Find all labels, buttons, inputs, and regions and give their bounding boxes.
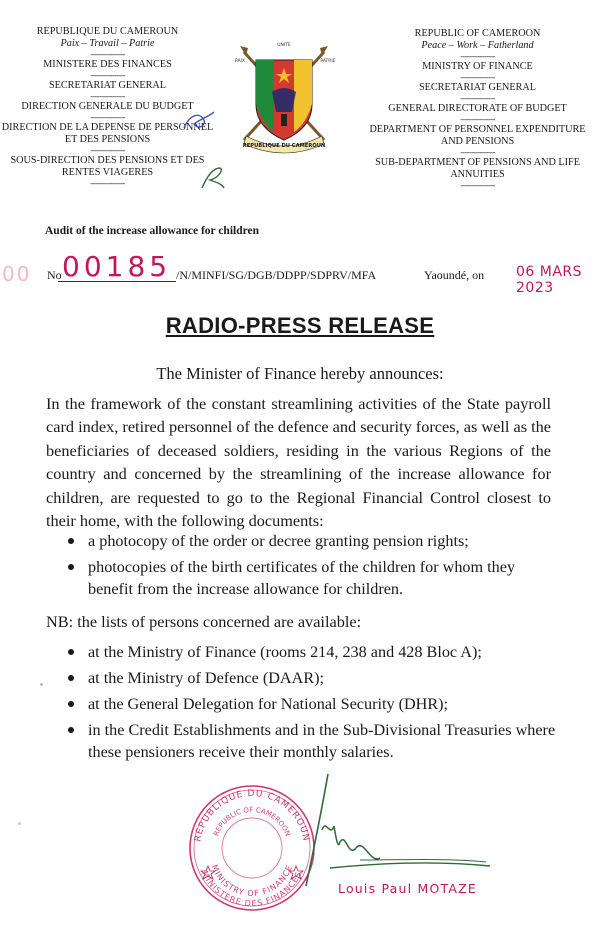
country-fr: REPUBLIQUE DU CAMEROUN — [36, 26, 179, 37]
list-item-text: a photocopy of the order or decree granting pension rights; — [88, 532, 469, 550]
divider: ---------------- — [90, 71, 125, 80]
initials-mark-icon — [198, 164, 228, 192]
department-fr-line1: DIRECTION DE LA DEPENSE DE PERSONNEL — [1, 122, 214, 133]
faint-stamp-digits: 00 — [2, 262, 32, 286]
documents-list — [60, 530, 560, 604]
list-item — [60, 556, 560, 600]
country-en: REPUBLIC OF CAMEROON — [414, 28, 541, 39]
department-fr-line2: ET DES PENSIONS — [64, 134, 151, 145]
bullet-icon — [68, 675, 74, 681]
date-stamp: 06 MARS 2023 — [516, 264, 583, 296]
subdept-fr-line2: RENTES VIAGERES — [61, 167, 154, 178]
header-left — [0, 26, 215, 188]
department-en-line2: AND PENSIONS — [440, 136, 515, 147]
speck — [18, 822, 21, 825]
subdept-en-line2: ANNUITIES — [450, 169, 505, 180]
locations-list — [60, 641, 570, 767]
bullet-icon — [68, 538, 74, 544]
ministry-en: MINISTRY OF FINANCE — [422, 61, 533, 72]
divider: ---------------- — [460, 148, 495, 157]
emblem-motto-top: UNITE — [277, 43, 291, 48]
initials-mark-icon — [180, 110, 220, 134]
divider: ---------------- — [460, 181, 495, 190]
motto-fr: Paix – Travail – Patrie — [60, 38, 155, 49]
secretariat-en: SECRETARIAT GENERAL — [419, 82, 536, 93]
list-item-text: in the Credit Establishments and in the Sub-Divisional Treasuries where these pensioners receive their monthly salaries. — [88, 721, 556, 761]
bullet-icon — [68, 649, 74, 655]
divider: ---------------- — [460, 52, 495, 61]
reference-underline — [58, 281, 176, 282]
reference-prefix: No — [47, 268, 62, 282]
subdept-fr-line1: SOUS-DIRECTION DES PENSIONS ET DES — [10, 155, 205, 166]
divider: ---------------- — [90, 113, 125, 122]
directorate-en: GENERAL DIRECTORATE OF BUDGET — [388, 103, 567, 114]
svg-text:REPUBLIC OF CAMEROON — [212, 806, 292, 837]
list-item — [60, 719, 570, 763]
divider: ---------------- — [90, 92, 125, 101]
signer-name: Louis Paul MOTAZE — [338, 881, 477, 896]
bullet-icon — [68, 701, 74, 707]
seal-bottom-text: MINISTRY OF FINANCE — [209, 863, 295, 899]
list-item — [60, 530, 560, 552]
secretariat-fr: SECRETARIAT GENERAL — [49, 80, 166, 91]
speck — [40, 683, 43, 686]
list-item — [60, 693, 570, 715]
list-item-text: at the Ministry of Defence (DAAR); — [88, 669, 324, 687]
place-label: Yaoundé, on — [424, 268, 485, 282]
subdept-en-line1: SUB-DEPARTMENT OF PENSIONS AND LIFE — [375, 157, 580, 168]
emblem-ribbon-text: REPUBLIQUE DU CAMEROUN — [242, 143, 326, 149]
divider: ---------------- — [460, 94, 495, 103]
divider: ---------------- — [90, 146, 125, 155]
seal-inner-text: REPUBLIC OF CAMEROON — [212, 805, 292, 838]
bullet-icon — [68, 727, 74, 733]
divider: ---------------- — [90, 179, 125, 188]
official-seal-icon — [186, 782, 318, 914]
list-item-text: at the General Delegation for National Security (DHR); — [88, 695, 449, 713]
divider: ---------------- — [460, 115, 495, 124]
emblem-motto-left: PAIX — [235, 59, 245, 64]
directorate-fr: DIRECTION GENERALE DU BUDGET — [21, 101, 194, 112]
coat-of-arms-icon — [226, 32, 342, 156]
bullet-icon — [68, 564, 74, 570]
seal-outer-text: REPUBLIQUE DU CAMEROUN — [193, 788, 311, 843]
body-paragraph: In the framework of the constant streamlining activities of the State payroll card index, retired personnel of the defence and security forces, as well as the beneficiaries of deceased soldiers, residing in the various Regions of the country and concerned by the streamlining of the increase allowance for children, are requested to go to the Regional Financial Control closest to their home, with the following documents: — [46, 394, 551, 531]
seal-bottom-text-fr: MINISTERE DES FINANCES — [200, 869, 304, 909]
reference-code: /N/MINFI/SG/DGB/DDPP/SDPRV/MFA — [176, 268, 377, 282]
list-item — [60, 667, 570, 689]
nb-note: NB: the lists of persons concerned are available: — [46, 612, 362, 631]
motto-en: Peace – Work – Fatherland — [421, 40, 534, 51]
subject-line: Audit of the increase allowance for children — [45, 225, 260, 237]
svg-text:REPUBLIQUE DU CAMEROUN — [193, 789, 310, 843]
announcement: The Minister of Finance hereby announces: — [156, 364, 444, 383]
divider: ---------------- — [460, 73, 495, 82]
emblem-motto-right: PATRIE — [320, 59, 336, 64]
divider: ---------------- — [90, 50, 125, 59]
ministry-fr: MINISTERE DES FINANCES — [43, 59, 172, 70]
reference-number: 00185 — [62, 250, 172, 283]
department-en-line1: DEPARTMENT OF PERSONNEL EXPENDITURE — [369, 124, 586, 135]
list-item-text: photocopies of the birth certificates of the children for whom they benefit from the increase allowance for children. — [88, 558, 516, 598]
list-item — [60, 641, 570, 663]
document-title: RADIO-PRESS RELEASE — [165, 313, 435, 338]
list-item-text: at the Ministry of Finance (rooms 214, 238 and 428 Bloc A); — [88, 643, 482, 661]
header-right — [355, 28, 600, 190]
